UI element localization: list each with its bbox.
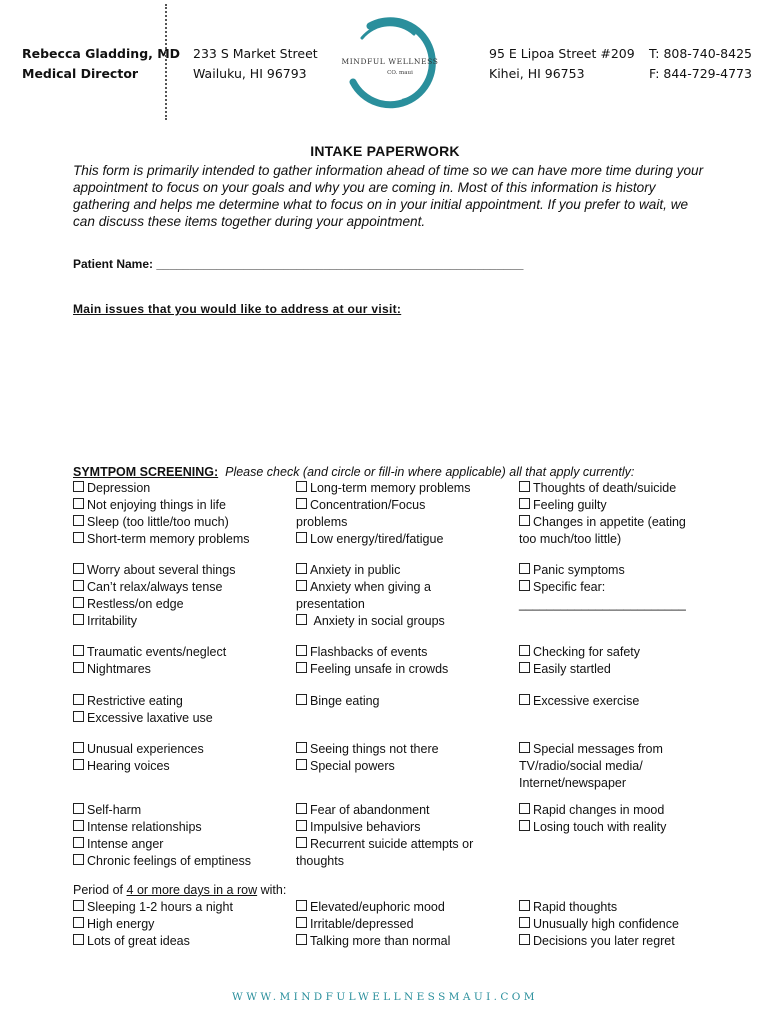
intro-paragraph: This form is primarily intended to gather information ahead of time so we can have more time during your appointment to focus on your goals and why you are coming in. Most of this information is history gathering and helps me determine what to focus on in your initial appointment. If you prefer to wait, we can discuss these items together during your appointment. <box>73 163 704 229</box>
checkbox-item[interactable]: Sleep (too little/too much) <box>73 514 250 531</box>
checkbox-item[interactable]: Self-harm <box>73 802 251 819</box>
checkbox-item[interactable]: Worry about several things <box>73 562 235 579</box>
checkbox-item[interactable]: Elevated/euphoric mood <box>296 899 450 916</box>
group-depression-col2: Long-term memory problems Concentration/Focus problems Low energy/tired/fatigue <box>296 481 471 546</box>
group-personality-col3 <box>519 802 666 836</box>
checkbox-item[interactable]: Irritable/depressed <box>296 916 450 933</box>
page-title: INTAKE PAPERWORK <box>310 143 460 159</box>
checkbox-item[interactable]: Intense relationships <box>73 819 251 836</box>
checkbox-item[interactable]: Restrictive eating <box>73 693 213 710</box>
fax: F: 844-729-4773 <box>649 66 752 81</box>
group-anxiety-col1 <box>73 562 235 630</box>
checkbox-item[interactable]: Unusually high confidence <box>519 916 679 933</box>
checkbox-item[interactable]: Anxiety in public <box>296 562 445 579</box>
period-heading: Period of 4 or more days in a row with: <box>73 883 287 897</box>
address-kihei: 95 E Lipoa Street #209 Kihei, HI 96753 <box>489 46 635 81</box>
group-personality-col1 <box>73 802 251 870</box>
group-trauma-col3 <box>519 644 640 678</box>
provider-block <box>22 44 180 84</box>
checkbox-item[interactable]: Irritability <box>73 613 235 630</box>
group-psychosis-col2 <box>296 741 439 775</box>
group-mania-col2 <box>296 899 450 950</box>
group-depression-col1 <box>73 480 250 548</box>
website-footer[interactable]: WWW.MINDFULWELLNESSMAUI.COM <box>232 991 538 1003</box>
group-anxiety-col3 <box>519 562 686 613</box>
phone: T: 808-740-8425 <box>649 46 752 61</box>
screening-heading: SYMTPOM SCREENING: Please check (and circle or fill-in where applicable) all that apply currently: <box>73 465 635 479</box>
checkbox-item[interactable]: Specific fear: <box>519 579 686 596</box>
checkbox-item[interactable]: Talking more than normal <box>296 933 450 950</box>
checkbox-item[interactable]: Chronic feelings of emptiness <box>73 853 251 870</box>
checkbox-item[interactable]: Restless/on edge <box>73 596 235 613</box>
checkbox-item[interactable]: Long-term memory problems <box>296 480 470 497</box>
checkbox-item[interactable]: Not enjoying things in life <box>73 497 250 514</box>
mindful-wellness-logo <box>340 12 440 112</box>
checkbox-item[interactable]: Thoughts of death/suicide <box>519 480 686 497</box>
checkbox-item[interactable]: Feeling unsafe in crowds <box>296 661 448 678</box>
checkbox-item[interactable]: Changes in appetite (eating <box>519 514 686 531</box>
patient-name-field[interactable]: Patient Name: _______________________________________________________ <box>73 257 524 271</box>
checkbox-item[interactable]: Impulsive behaviors <box>296 819 473 836</box>
checkbox-item[interactable]: Losing touch with reality <box>519 819 666 836</box>
provider-title: Medical Director <box>22 66 139 81</box>
group-mania-col3 <box>519 899 679 950</box>
checkbox-item[interactable]: Short-term memory problems <box>73 531 250 548</box>
checkbox-item[interactable]: Special powers <box>296 758 439 775</box>
checkbox-item[interactable]: Traumatic events/neglect <box>73 644 226 661</box>
contact-block <box>649 44 752 84</box>
checkbox-item[interactable]: Excessive laxative use <box>73 710 213 727</box>
checkbox-item[interactable]: Rapid thoughts <box>519 899 679 916</box>
checkbox-item[interactable]: Decisions you later regret <box>519 933 679 950</box>
checkbox-item[interactable]: Special messages from <box>519 741 663 758</box>
checkbox-item[interactable]: Recurrent suicide attempts or <box>296 836 473 853</box>
checkbox-item[interactable]: Easily startled <box>519 661 640 678</box>
logo-subtext: CO. maui <box>387 70 413 76</box>
group-trauma-col2 <box>296 644 448 678</box>
checkbox-item[interactable]: Binge eating <box>296 693 380 710</box>
group-eating-col3 <box>519 693 639 710</box>
group-psychosis-col3: Special messages from TV/radio/social media/ Internet/newspaper <box>519 742 663 790</box>
logo-text: MINDFUL WELLNESS <box>341 57 439 66</box>
provider-name: Rebecca Gladding, MD <box>22 46 181 61</box>
group-mania-col1 <box>73 899 233 950</box>
checkbox-item[interactable]: Checking for safety <box>519 644 640 661</box>
checkbox-item[interactable]: Panic symptoms <box>519 562 686 579</box>
checkbox-item[interactable]: Rapid changes in mood <box>519 802 666 819</box>
checkbox-item[interactable]: Intense anger <box>73 836 251 853</box>
checkbox-item[interactable]: Low energy/tired/fatigue <box>296 531 470 548</box>
checkbox-item[interactable]: Excessive exercise <box>519 693 639 710</box>
specific-fear-input[interactable]: ________________________ <box>519 597 686 611</box>
group-eating-col1 <box>73 693 213 727</box>
checkbox-item[interactable]: Hearing voices <box>73 758 204 775</box>
checkbox-item[interactable]: Unusual experiences <box>73 741 204 758</box>
checkbox-item[interactable]: Anxiety when giving a <box>296 579 445 596</box>
checkbox-item[interactable]: Lots of great ideas <box>73 933 233 950</box>
header-divider <box>165 4 167 120</box>
address-wailuku: 233 S Market Street Wailuku, HI 96793 <box>193 46 318 81</box>
group-eating-col2 <box>296 693 380 710</box>
group-trauma-col1 <box>73 644 226 678</box>
group-personality-col2: Fear of abandonment Impulsive behaviors Recurrent suicide attempts or thoughts <box>296 803 474 868</box>
checkbox-item[interactable]: Concentration/Focus <box>296 497 470 514</box>
checkbox-item[interactable]: Fear of abandonment <box>296 802 473 819</box>
group-psychosis-col1 <box>73 741 204 775</box>
checkbox-item[interactable]: Depression <box>73 480 250 497</box>
checkbox-item[interactable]: Seeing things not there <box>296 741 439 758</box>
checkbox-item[interactable]: Anxiety in social groups <box>296 613 445 630</box>
group-anxiety-col2: Anxiety in public Anxiety when giving a presentation Anxiety in social groups <box>296 563 445 628</box>
checkbox-item[interactable]: High energy <box>73 916 233 933</box>
checkbox-item[interactable]: Nightmares <box>73 661 226 678</box>
checkbox-item[interactable]: Flashbacks of events <box>296 644 448 661</box>
main-issues-label: Main issues that you would like to address at our visit: <box>73 302 402 316</box>
checkbox-item[interactable]: Feeling guilty <box>519 497 686 514</box>
checkbox-item[interactable]: Sleeping 1-2 hours a night <box>73 899 233 916</box>
group-depression-col3: Thoughts of death/suicide Feeling guilty Changes in appetite (eating too much/too little) <box>519 481 686 546</box>
checkbox-item[interactable]: Can’t relax/always tense <box>73 579 235 596</box>
